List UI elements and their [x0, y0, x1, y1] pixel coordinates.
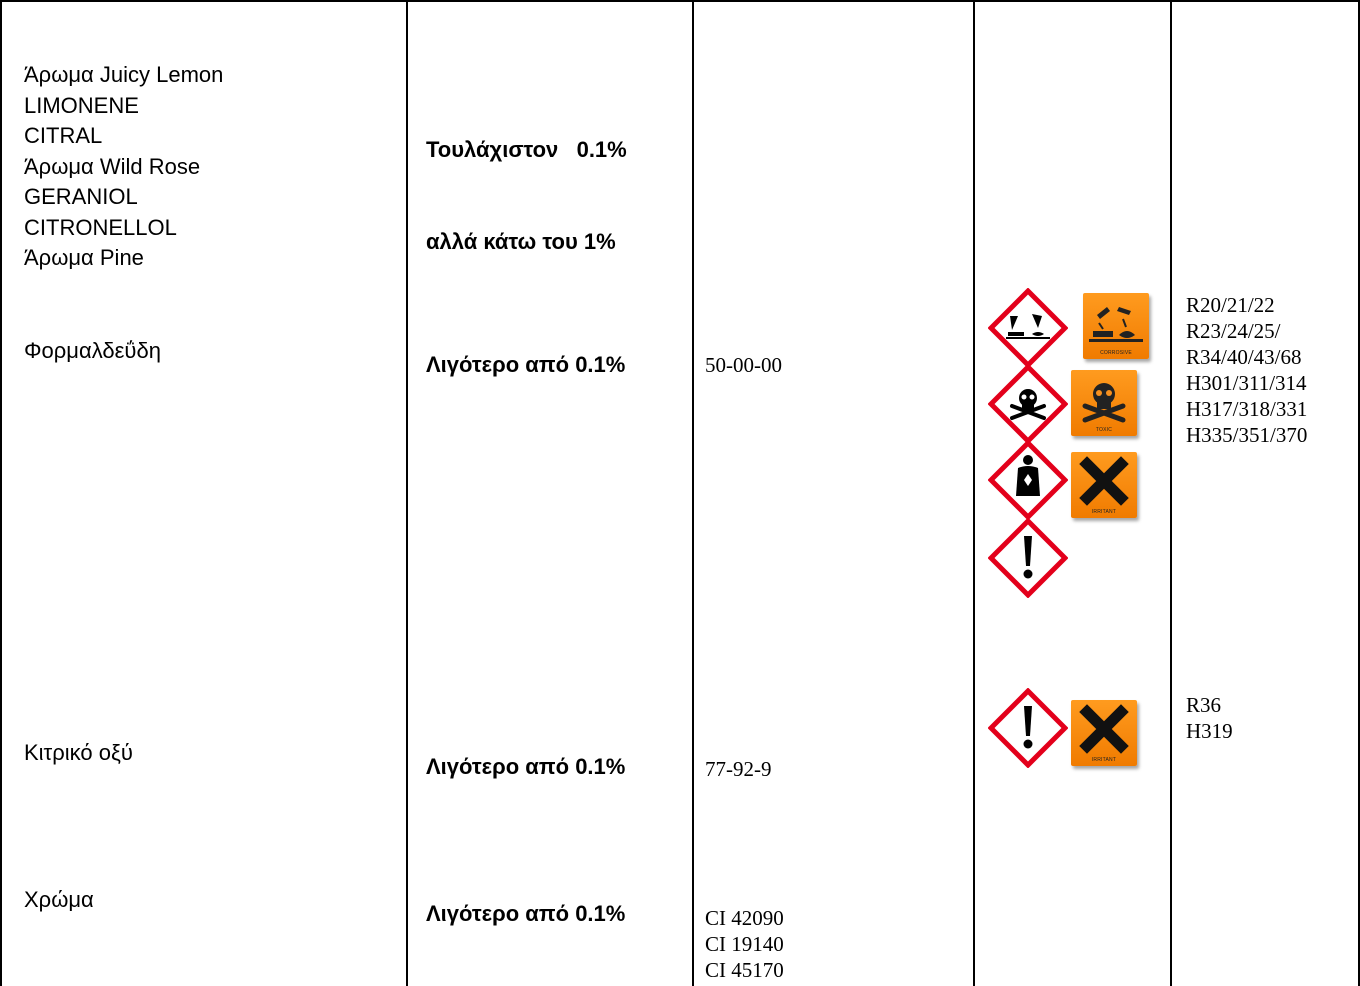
ci-number: CI 42090 — [705, 906, 784, 930]
hazard-phrase: R20/21/22 — [1186, 293, 1275, 317]
ci-numbers-colour — [705, 905, 784, 983]
column-border-3 — [692, 0, 694, 986]
concentration-colour: Λιγότερο από 0.1% — [426, 901, 626, 926]
ingredient-name: GERANIOL — [24, 184, 138, 209]
column-border-left — [0, 0, 2, 986]
ingredient-citric-acid: Κιτρικό οξύ — [24, 740, 133, 765]
ingredient-name: Άρωμα Pine — [24, 245, 144, 270]
column-border-5 — [1170, 0, 1172, 986]
column-border-2 — [406, 0, 408, 986]
ingredient-list — [24, 60, 223, 274]
ghs-skull-icon — [988, 364, 1068, 444]
ingredient-name: CITRONELLOL — [24, 214, 177, 240]
irritant-symbol-icon — [1071, 452, 1137, 518]
ghs-health-hazard-icon — [988, 440, 1068, 520]
hazard-phrase: H319 — [1186, 719, 1233, 743]
hazard-phrase: R34/40/43/68 — [1186, 345, 1302, 369]
ingredient-name: CITRAL — [24, 123, 103, 148]
concentration-line: αλλά κάτω του 1% — [426, 228, 616, 254]
ghs-corrosion-icon — [988, 288, 1068, 368]
table-top-border — [0, 0, 1360, 2]
ingredient-name: Άρωμα Juicy Lemon — [24, 62, 224, 87]
hazard-phrases-citric-acid — [1186, 692, 1233, 744]
toxic-caption: TOXIC — [1095, 427, 1113, 433]
ingredient-name: Άρωμα Wild Rose — [24, 153, 201, 179]
irritant-caption: IRRITANT — [1091, 509, 1117, 515]
ci-number: CI 19140 — [705, 932, 784, 956]
concentration-line: Τουλάχιστον 0.1% — [426, 137, 627, 162]
ingredient-formaldehyde: Φορμαλδεΰδη — [24, 338, 161, 363]
hazard-phrase: R23/24/25/ — [1186, 319, 1281, 343]
hazard-phrase: H301/311/314 — [1186, 371, 1307, 395]
corrosive-symbol-icon — [1083, 293, 1149, 359]
ci-number: CI 45170 — [705, 958, 784, 982]
concentration-citric-acid: Λιγότερο από 0.1% — [426, 754, 626, 779]
concentration-formaldehyde: Λιγότερο από 0.1% — [426, 352, 626, 377]
corrosive-caption: CORROSIVE — [1100, 350, 1132, 356]
concentration-range — [426, 74, 627, 318]
toxic-symbol-icon — [1071, 370, 1137, 436]
hazard-phrase: R36 — [1186, 693, 1222, 717]
irritant-caption: IRRITANT — [1091, 757, 1117, 763]
ghs-exclamation-icon — [988, 518, 1068, 598]
ingredient-name: LIMONENE — [24, 92, 139, 118]
column-border-4 — [973, 0, 975, 986]
cas-number-citric-acid: 77-92-9 — [705, 757, 772, 781]
hazard-phrases-formaldehyde — [1186, 292, 1307, 448]
irritant-symbol-icon — [1071, 700, 1137, 766]
hazard-phrase: H317/318/331 — [1186, 397, 1308, 421]
ingredient-colour: Χρώμα — [24, 887, 94, 912]
hazard-phrase: H335/351/370 — [1186, 423, 1308, 447]
cas-number-formaldehyde: 50-00-00 — [705, 353, 782, 377]
ghs-exclamation-icon — [988, 688, 1068, 768]
